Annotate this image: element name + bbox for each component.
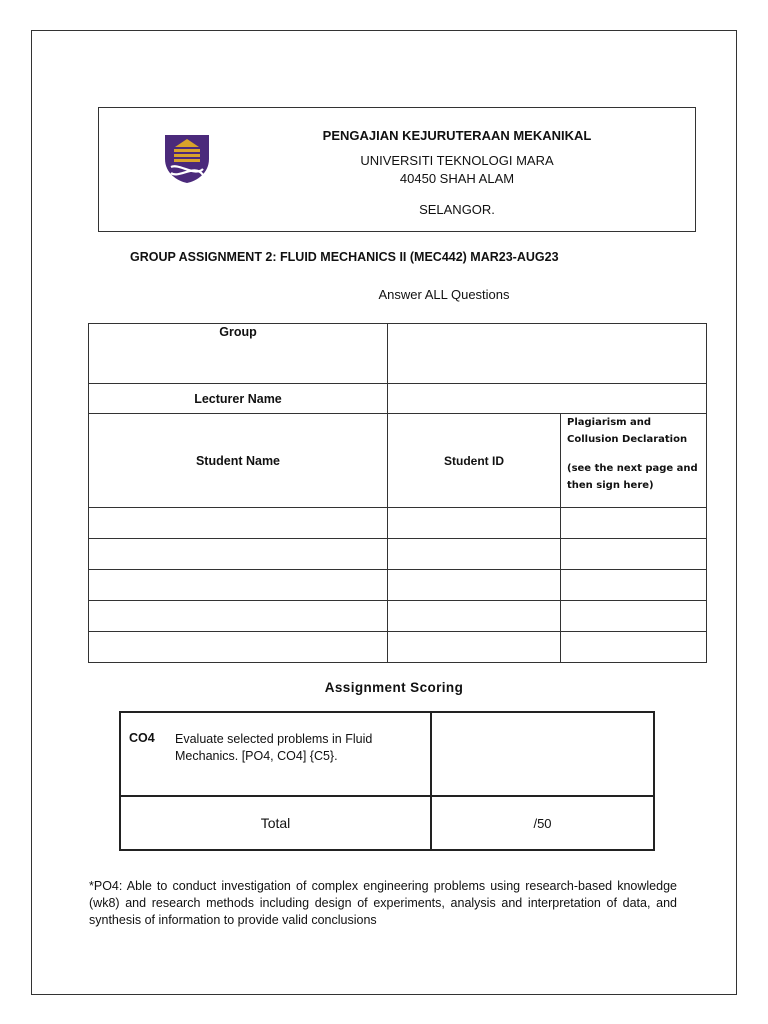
student-id-header: Student ID — [388, 414, 561, 508]
student-name-cell[interactable] — [89, 508, 388, 539]
co-code: CO4 — [129, 731, 155, 745]
faculty-name: PENGAJIAN KEJURUTERAAN MEKANIKAL — [322, 128, 592, 143]
plagiarism-line: (see the next page and — [567, 463, 698, 474]
scoring-title: Assignment Scoring — [324, 680, 464, 695]
student-id-cell[interactable] — [388, 601, 561, 632]
co-score-field[interactable] — [431, 712, 654, 796]
student-name-cell[interactable] — [89, 601, 388, 632]
assignment-title: GROUP ASSIGNMENT 2: FLUID MECHANICS II (MEC442) MAR23-AUG23 — [130, 250, 559, 264]
plagiarism-line: Plagiarism and — [567, 417, 652, 428]
table-row — [89, 601, 707, 632]
student-id-cell[interactable] — [388, 632, 561, 663]
address-line: 40450 SHAH ALAM — [399, 171, 515, 186]
signature-cell[interactable] — [561, 570, 707, 601]
signature-cell[interactable] — [561, 601, 707, 632]
student-info-table — [88, 323, 707, 663]
signature-cell[interactable] — [561, 539, 707, 570]
table-row — [89, 570, 707, 601]
total-label: Total — [120, 796, 431, 850]
lecturer-name-field[interactable] — [388, 384, 707, 414]
student-id-cell[interactable] — [388, 570, 561, 601]
table-row — [89, 508, 707, 539]
university-name: UNIVERSITI TEKNOLOGI MARA — [360, 153, 554, 168]
table-row — [89, 539, 707, 570]
student-id-cell[interactable] — [388, 539, 561, 570]
plagiarism-declaration-header — [561, 414, 707, 508]
scoring-table — [119, 711, 655, 851]
student-name-cell[interactable] — [89, 539, 388, 570]
student-name-header: Student Name — [89, 414, 388, 508]
instruction-text: Answer ALL Questions — [378, 287, 510, 302]
student-name-cell[interactable] — [89, 632, 388, 663]
plagiarism-line: Collusion Declaration — [567, 434, 688, 445]
student-name-cell[interactable] — [89, 570, 388, 601]
po4-footnote: *PO4: Able to conduct investigation of complex engineering problems using research-based knowledge (wk8) and research methods including design of experiments, analysis and interpretation of data, and synthesis of information to provide valid conclusions — [89, 879, 677, 927]
header-box — [98, 107, 696, 232]
plagiarism-line: then sign here) — [567, 480, 654, 491]
group-field[interactable] — [388, 324, 707, 384]
lecturer-name-label: Lecturer Name — [89, 384, 388, 414]
signature-cell[interactable] — [561, 632, 707, 663]
state-line: SELANGOR. — [419, 202, 495, 217]
table-row — [89, 632, 707, 663]
student-id-cell[interactable] — [388, 508, 561, 539]
total-marks: /50 — [431, 796, 654, 850]
signature-cell[interactable] — [561, 508, 707, 539]
course-outcome-cell — [120, 712, 431, 796]
co-description: Evaluate selected problems in Fluid Mechanics. [PO4, CO4] {C5}. — [175, 732, 373, 763]
group-label: Group — [89, 324, 388, 384]
